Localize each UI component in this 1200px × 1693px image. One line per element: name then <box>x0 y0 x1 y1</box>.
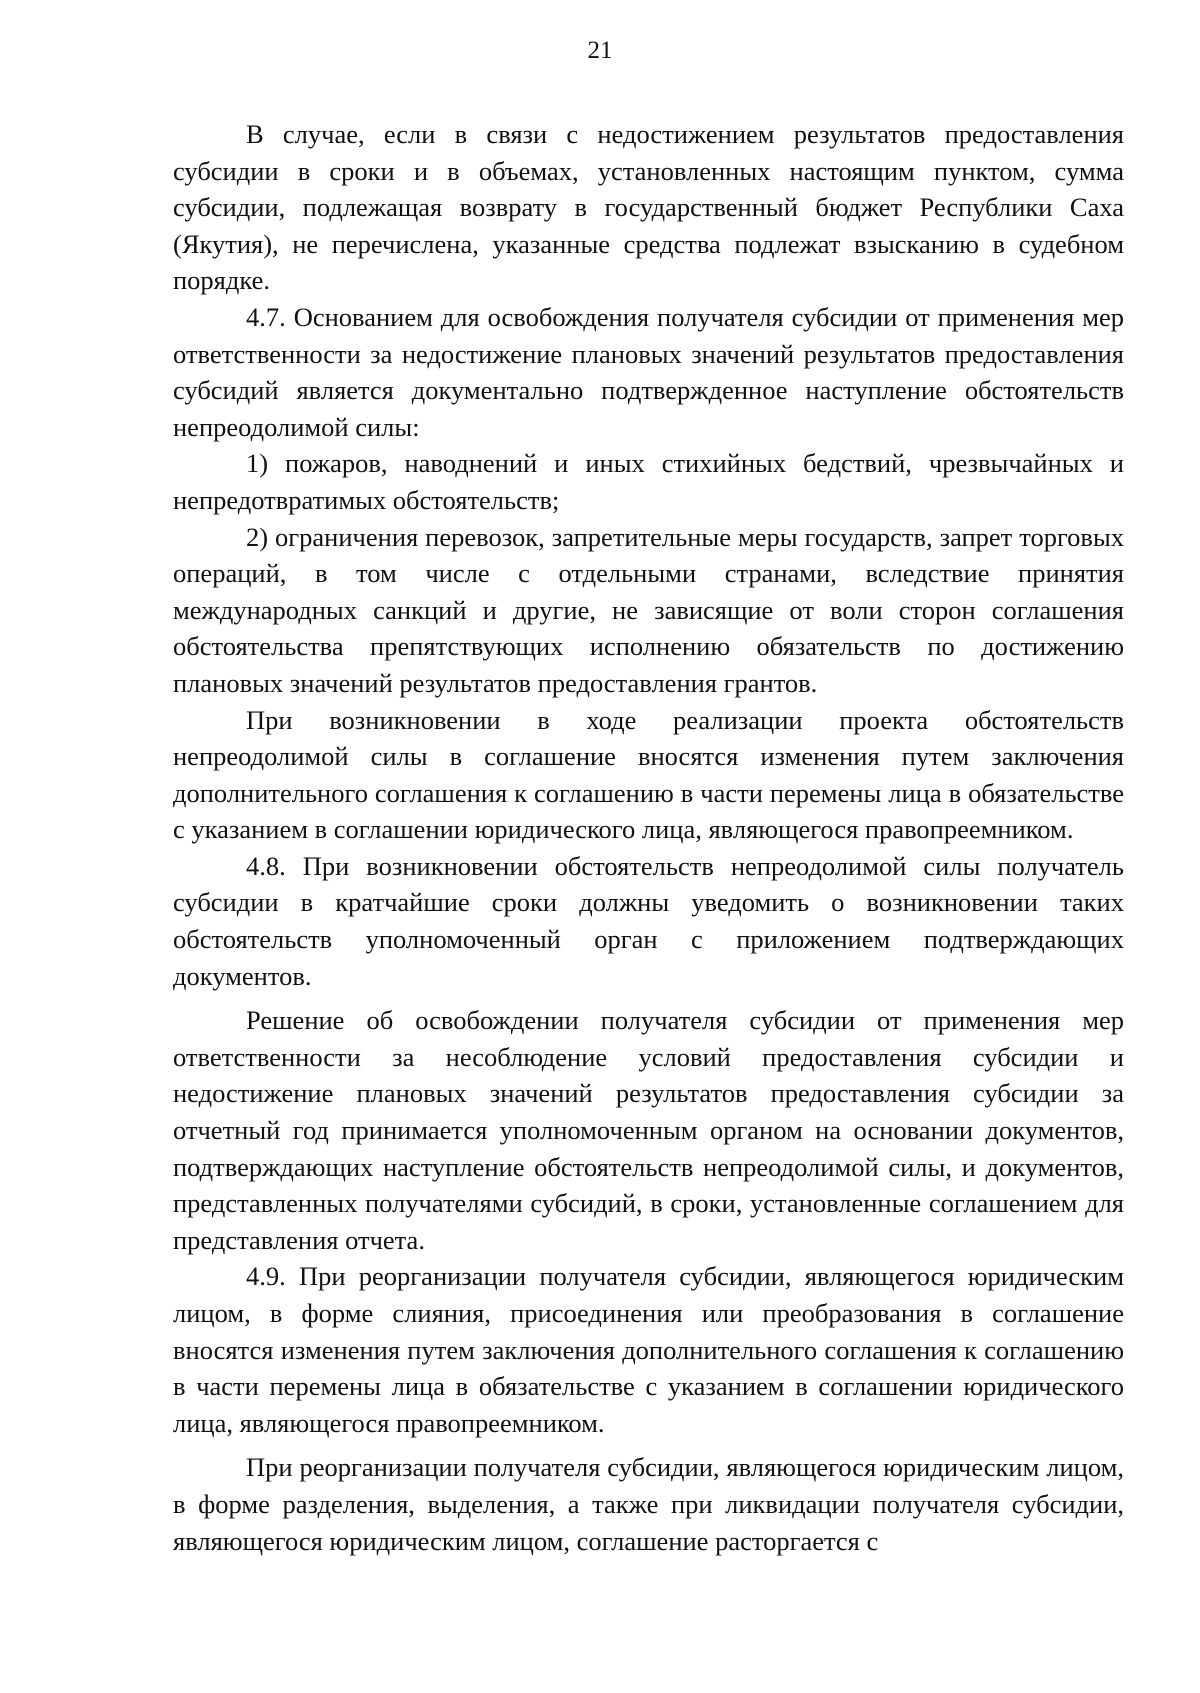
paragraph-4-9: 4.9. При реорганизации получателя субсидии, являющегося юридическим лицом, в форме слияния, присоединения или преобразования в соглашение вносятся изменения путем заключения дополнительного соглашения к соглашению в части перемены лица в обязательстве с указанием в соглашении юридического лица, являющегося правопреемником. <box>173 1261 1124 1438</box>
paragraph-exemption-decision: Решение об освобождении получателя субсидии от применения мер ответственности за несоблюдение условий предоставления субсидии и недостижение плановых значений результатов предоставления субсидии за отчетный год принимается уполномоченным органом на основании документов, подтверждающих наступление обстоятельств непреодолимой силы, и документов, представленных получателями субсидий, в сроки, установленные соглашением для представления отчета. <box>173 1005 1124 1255</box>
paragraph-project-force-majeure: При возникновении в ходе реализации проекта обстоятельств непреодолимой силы в соглашение вносятся изменения путем заключения дополнительного соглашения к соглашению в части перемены лица в обязательстве с указанием в соглашении юридического лица, являющегося правопреемником. <box>173 704 1124 845</box>
paragraph-force-majeure-item-2: 2) ограничения перевозок, запретительные меры государств, запрет торговых операций, в том числе с отдельными странами, вследствие принятия международных санкций и другие, не зависящие от воли сторон соглашения обстоятельства препятствующих исполнению обязательств по достижению плановых значений результатов предоставления грантов. <box>173 521 1124 698</box>
document-body <box>173 116 1124 1559</box>
paragraph-reorganization-termination: При реорганизации получателя субсидии, являющегося юридическим лицом, в форме разделения, выделения, а также при ликвидации получателя субсидии, являющегося юридическим лицом, соглашение расторгается с <box>173 1452 1124 1556</box>
paragraph-force-majeure-item-1: 1) пожаров, наводнений и иных стихийных бедствий, чрезвычайных и непредотвратимых обстоятельств; <box>173 448 1124 515</box>
paragraph-4-8: 4.8. При возникновении обстоятельств непреодолимой силы получатель субсидии в кратчайшие сроки должны уведомить о возникновении таких обстоятельств уполномоченный орган с приложением подтверждающих документов. <box>173 850 1124 991</box>
paragraph-4-7: 4.7. Основанием для освобождения получателя субсидии от применения мер ответственности за недостижение плановых значений результатов предоставления субсидий является документально подтвержденное наступление обстоятельств непреодолимой силы: <box>173 301 1124 442</box>
page-number: 21 <box>587 37 613 64</box>
paragraph-refund-court: В случае, если в связи с недостижением результатов предоставления субсидии в сроки и в объемах, установленных настоящим пунктом, сумма субсидии, подлежащая возврату в государственный бюджет Республики Саха (Якутия), не перечислена, указанные средства подлежат взысканию в судебном порядке. <box>173 119 1124 296</box>
